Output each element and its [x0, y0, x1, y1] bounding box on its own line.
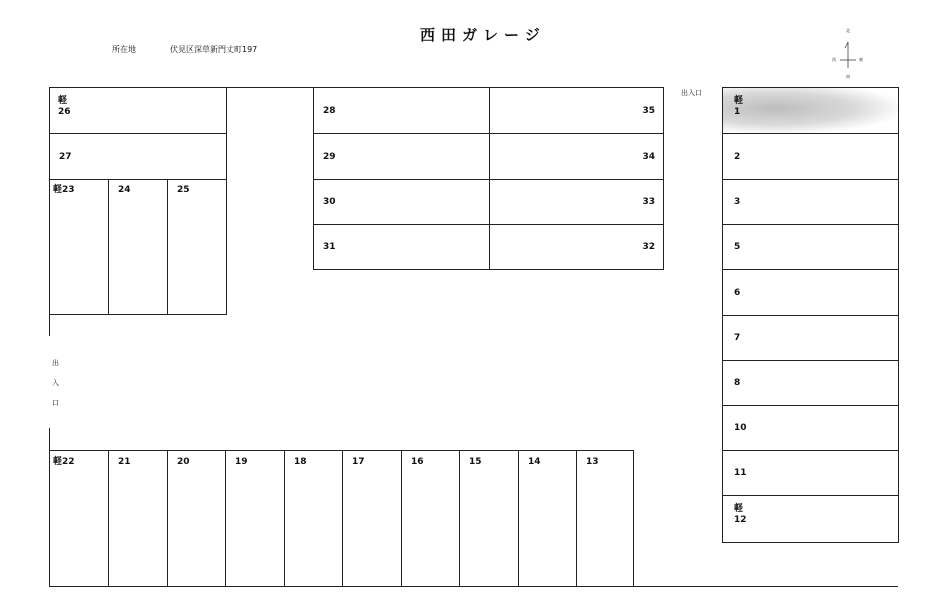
- parking-spot-27[interactable]: [49, 133, 227, 180]
- spot-label: 27: [59, 152, 72, 162]
- page-title: 西田ガレージ: [420, 26, 546, 44]
- spot-label: 7: [734, 333, 741, 343]
- parking-spot-35[interactable]: [489, 87, 664, 134]
- compass-east: 東: [859, 57, 863, 62]
- parking-spot-7[interactable]: [722, 315, 899, 361]
- spot-label: 軽22: [53, 457, 75, 467]
- spot-label: 軽23: [53, 185, 75, 195]
- spot-label: 13: [586, 457, 599, 467]
- spot-label: 10: [734, 423, 747, 433]
- spot-label: 24: [118, 185, 131, 195]
- parking-spot-30[interactable]: [313, 179, 490, 225]
- address-value: 伏見区深草新門丈町197: [170, 45, 258, 54]
- spot-label: 28: [323, 106, 336, 116]
- parking-spot-23[interactable]: [49, 179, 109, 315]
- address-label: 所在地: [112, 45, 136, 54]
- entrance-label-left-2: 入: [52, 379, 59, 387]
- parking-spot-28[interactable]: [313, 87, 490, 134]
- entrance-label-left-3: 口: [52, 399, 59, 407]
- compass-south: 南: [846, 74, 850, 79]
- spot-label: 30: [323, 197, 336, 207]
- parking-spot-32[interactable]: [489, 224, 664, 270]
- parking-spot-34[interactable]: [489, 133, 664, 180]
- parking-spot-26[interactable]: [49, 87, 227, 134]
- parking-spot-22[interactable]: [49, 450, 109, 587]
- spot-label: 33: [642, 197, 655, 207]
- spot-label: 14: [528, 457, 541, 467]
- spot-label: 19: [235, 457, 248, 467]
- spot-label: 8: [734, 378, 741, 388]
- spot-label: 17: [352, 457, 365, 467]
- compass-rose: [826, 24, 870, 82]
- parking-spot-3[interactable]: [722, 179, 899, 225]
- spot-label: 31: [323, 242, 336, 252]
- parking-spot-2[interactable]: [722, 133, 899, 180]
- parking-spot-1[interactable]: [722, 87, 899, 134]
- parking-spot-24[interactable]: [108, 179, 168, 315]
- spot-label: 21: [118, 457, 131, 467]
- spot-label: 2: [734, 152, 741, 162]
- boundary-left-upper: [49, 314, 50, 336]
- parking-spot-16[interactable]: [401, 450, 460, 587]
- parking-spot-15[interactable]: [459, 450, 519, 587]
- spot-label: 軽 26: [58, 96, 71, 117]
- boundary-bottom-right: [633, 586, 898, 587]
- spot-label: 35: [642, 106, 655, 116]
- parking-spot-14[interactable]: [518, 450, 577, 587]
- spot-label: 32: [642, 242, 655, 252]
- boundary-top-mid: [226, 87, 313, 88]
- compass-west: 西: [832, 57, 836, 62]
- spot-label: 11: [734, 468, 747, 478]
- spot-label: 18: [294, 457, 307, 467]
- parking-spot-6[interactable]: [722, 269, 899, 316]
- parking-spot-31[interactable]: [313, 224, 490, 270]
- parking-spot-19[interactable]: [225, 450, 285, 587]
- parking-spot-21[interactable]: [108, 450, 168, 587]
- spot-label: 34: [642, 152, 655, 162]
- parking-spot-18[interactable]: [284, 450, 343, 587]
- spot-label: 3: [734, 197, 741, 207]
- spot-label: 5: [734, 242, 741, 252]
- compass-north: 北: [846, 28, 850, 33]
- parking-spot-12[interactable]: [722, 495, 899, 543]
- parking-spot-17[interactable]: [342, 450, 402, 587]
- parking-spot-10[interactable]: [722, 405, 899, 451]
- spot-label: 25: [177, 185, 190, 195]
- spot-label: 6: [734, 288, 741, 298]
- spot-label: 15: [469, 457, 482, 467]
- spot-label: 16: [411, 457, 424, 467]
- parking-spot-8[interactable]: [722, 360, 899, 406]
- spot-label: 20: [177, 457, 190, 467]
- parking-spot-11[interactable]: [722, 450, 899, 496]
- entrance-label-top: 出入口: [681, 89, 702, 97]
- parking-spot-5[interactable]: [722, 224, 899, 270]
- parking-spot-29[interactable]: [313, 133, 490, 180]
- parking-spot-20[interactable]: [167, 450, 226, 587]
- spot-label: 軽 12: [734, 504, 747, 525]
- spot-label: 軽 1: [734, 96, 744, 117]
- parking-spot-33[interactable]: [489, 179, 664, 225]
- parking-spot-25[interactable]: [167, 179, 227, 315]
- entrance-label-left-1: 出: [52, 359, 59, 367]
- spot-label: 29: [323, 152, 336, 162]
- boundary-left-lower: [49, 428, 50, 450]
- parking-spot-13[interactable]: [576, 450, 634, 587]
